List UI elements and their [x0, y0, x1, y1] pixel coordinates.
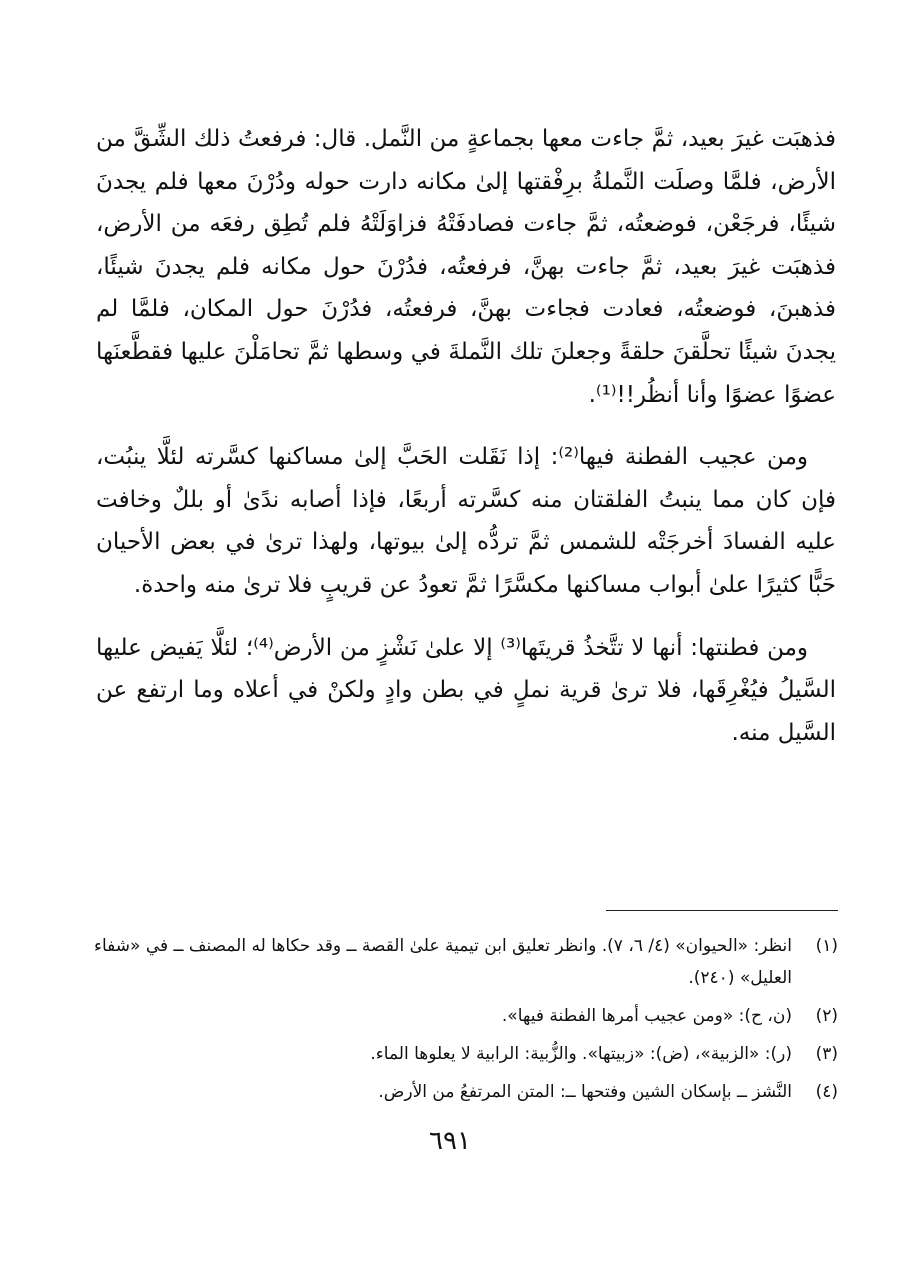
footnote-text: (ر): «الزبية»، (ض): «زبيتها». والزُّبية: الرابية لا يعلوها الماء. — [370, 1044, 792, 1064]
footnote-text: (ن، ح): «ومن عجيب أمرها الفطنة فيها». — [501, 1006, 792, 1026]
footnote-text: النَّشز ــ بإسكان الشين وفتحها ــ: المتن المرتفعُ من الأرض. — [378, 1082, 792, 1102]
footnote-1 — [80, 930, 838, 994]
paragraph-nest-location — [96, 627, 836, 755]
footnote-3 — [80, 1038, 838, 1070]
paragraph-grain-splitting — [96, 436, 836, 606]
footnote-4 — [80, 1076, 838, 1108]
paragraph-ant-story — [96, 118, 836, 416]
footnote-number: (١) — [815, 936, 838, 956]
footnote-separator — [606, 910, 838, 911]
footnote-number: (٤) — [815, 1082, 838, 1102]
paragraph-text: فذهبَت غيرَ بعيد، ثمَّ جاءت معها بجماعةٍ من النَّمل. قال: فرفعتُ ذلك الشِّقَّ من الأرض، فلمَّا وصلَت النَّملةُ برِفْقتها إلىٰ مكانه دارت حوله ودُرْنَ معها فلم يجدنَ شيئًا، فرجَعْن، فوضعتُه، ثمَّ جاءت فصادفَتْهُ فزاوَلَتْهُ فلم تُطِق رفعَه من الأرض، فذهبَت غيرَ بعيد، ثمَّ جاءت بهنَّ، فرفعتُه، فدُرْنَ حول مكانه فلم يجدنَ شيئًا، فذهبنَ، فوضعتُه، فعادت فجاءت بهنَّ، فرفعتُه، فدُرْنَ حول المكان، فلمَّا لم يجدنَ شيئًا تحلَّقنَ حلقةً وجعلنَ تلك النَّملةَ في وسطها ثمَّ تحامَلْنَ عليها فقطَّعنَها عضوًا عضوًا وأنا أنظُر!!⁽¹⁾. — [96, 126, 836, 408]
footnote-2 — [80, 1000, 838, 1032]
paragraph-text: ومن عجيب الفطنة فيها⁽²⁾: إذا نَقَلت الحَبَّ إلىٰ مساكنها كسَّرته لئلَّا ينبُت، فإن كان مما ينبتُ الفلقتان منه كسَّرته أربعًا، فإذا أصابه ندًىٰ أو بللٌ وخافت عليه الفسادَ أخرجَتْه للشمس ثمَّ تردُّه إلىٰ بيوتها، ولهذا ترىٰ في بعض الأحيان حَبًّا كثيرًا علىٰ أبواب مساكنها مكسَّرًا ثمَّ تعودُ عن قريبٍ فلا ترىٰ منه واحدة. — [96, 444, 836, 598]
main-text — [96, 118, 836, 754]
footnote-number: (٣) — [815, 1044, 838, 1064]
footnote-text: انظر: «الحيوان» (٤/ ٦، ٧). وانظر تعليق ابن تيمية علىٰ القصة ــ وقد حكاها له المصنف ــ في «شفاء العليل» (٢٤٠). — [94, 936, 792, 988]
footnote-number: (٢) — [815, 1006, 838, 1026]
paragraph-text: ومن فطنتها: أنها لا تتَّخذُ قريتَها⁽³⁾ إلا علىٰ نَشْزٍ من الأرض⁽⁴⁾؛ لئلَّا يَفيض عليها السَّيلُ فيُغْرِقَها، فلا ترىٰ قرية نملٍ في بطن وادٍ ولكنْ في أعلاه وما ارتفع عن السَّيل منه. — [96, 634, 836, 746]
page-number: ٦٩١ — [429, 1126, 471, 1156]
footnotes-list — [80, 930, 838, 1114]
